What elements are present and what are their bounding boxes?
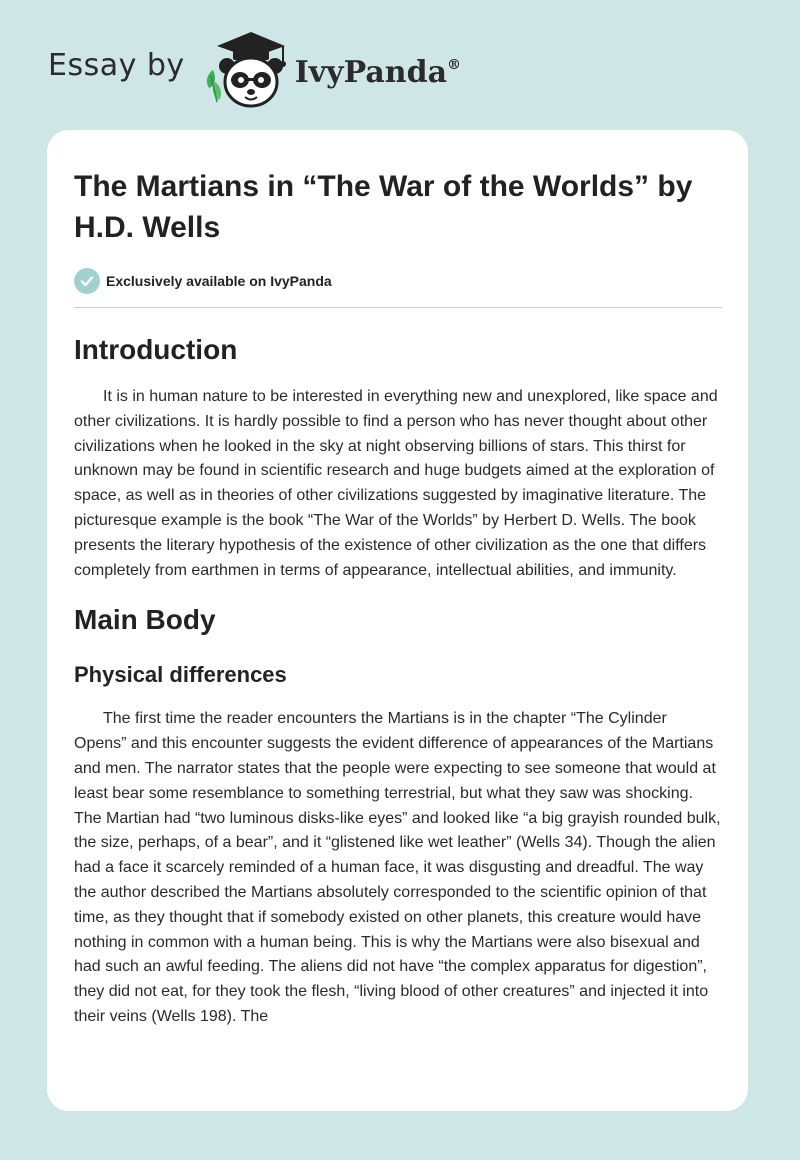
exclusive-badge <box>74 268 722 294</box>
divider <box>74 307 722 308</box>
article-title: The Martians in “The War of the Worlds” by H.D. Wells <box>74 170 693 244</box>
section-heading-introduction: Introduction <box>74 334 238 365</box>
registered-mark: ® <box>447 56 462 73</box>
paragraph-physical-differences: The first time the reader encounters the Martians is in the chapter “The Cylinder Opens” and this encounter suggests the evident difference of appearances of the Martians and men. The narrator states that the people were expecting to see someone that would at least bear some resemblance to something terrestrial, but what they saw was shocking. The Martian had “two luminous disks-like eyes” and looked like “a big grayish rounded bulk, the size, perhaps, of a bear”, and it “glistened like wet leather” (Wells 34). Though the alien had a face it scarcely reminded of a human face, it was disgusting and dreadful. The way the author described the Martians absolutely corresponded to the scientific opinion of that time, as they thought that if somebody existed on other planets, this creature would have nothing in common with a human being. This is why the Martians were also bisexual and had such an awful feeding. The aliens did not have “the complex apparatus for digestion”, they did not eat, for they took the flesh, “living blood of other creatures” and injected it into their veins (Wells 198). The <box>74 710 721 1025</box>
paragraph-introduction: It is in human nature to be interested in everything new and unexplored, like space and other civilizations. It is hardly possible to find a person who has never thought about other civilizations when he looked in the sky at night observing billions of stars. This thirst for unknown may be found in scientific research and huge budgets aimed at the exploration of space, as well as in theories of other civilizations suggested by imaginative literature. The picturesque example is the book “The War of the Worlds” by Herbert D. Wells. The book presents the literary hypothesis of the existence of other civilization as the one that differs completely from earthmen in terms of appearance, intellectual abilities, and immunity. <box>74 388 718 579</box>
exclusive-label: Exclusively available on IvyPanda <box>106 273 332 289</box>
site-header <box>48 30 461 110</box>
brand-name[interactable] <box>295 55 461 90</box>
section-heading-main-body: Main Body <box>74 604 216 636</box>
article-card <box>47 130 748 1111</box>
panda-graduate-icon[interactable] <box>199 30 291 110</box>
subheading-physical-differences: Physical differences <box>74 662 287 688</box>
essay-by-label: Essay by <box>48 47 185 83</box>
ivy-leaf-icon <box>207 70 221 102</box>
check-circle-icon <box>74 268 100 294</box>
brand-text: IvyPanda <box>294 54 448 90</box>
